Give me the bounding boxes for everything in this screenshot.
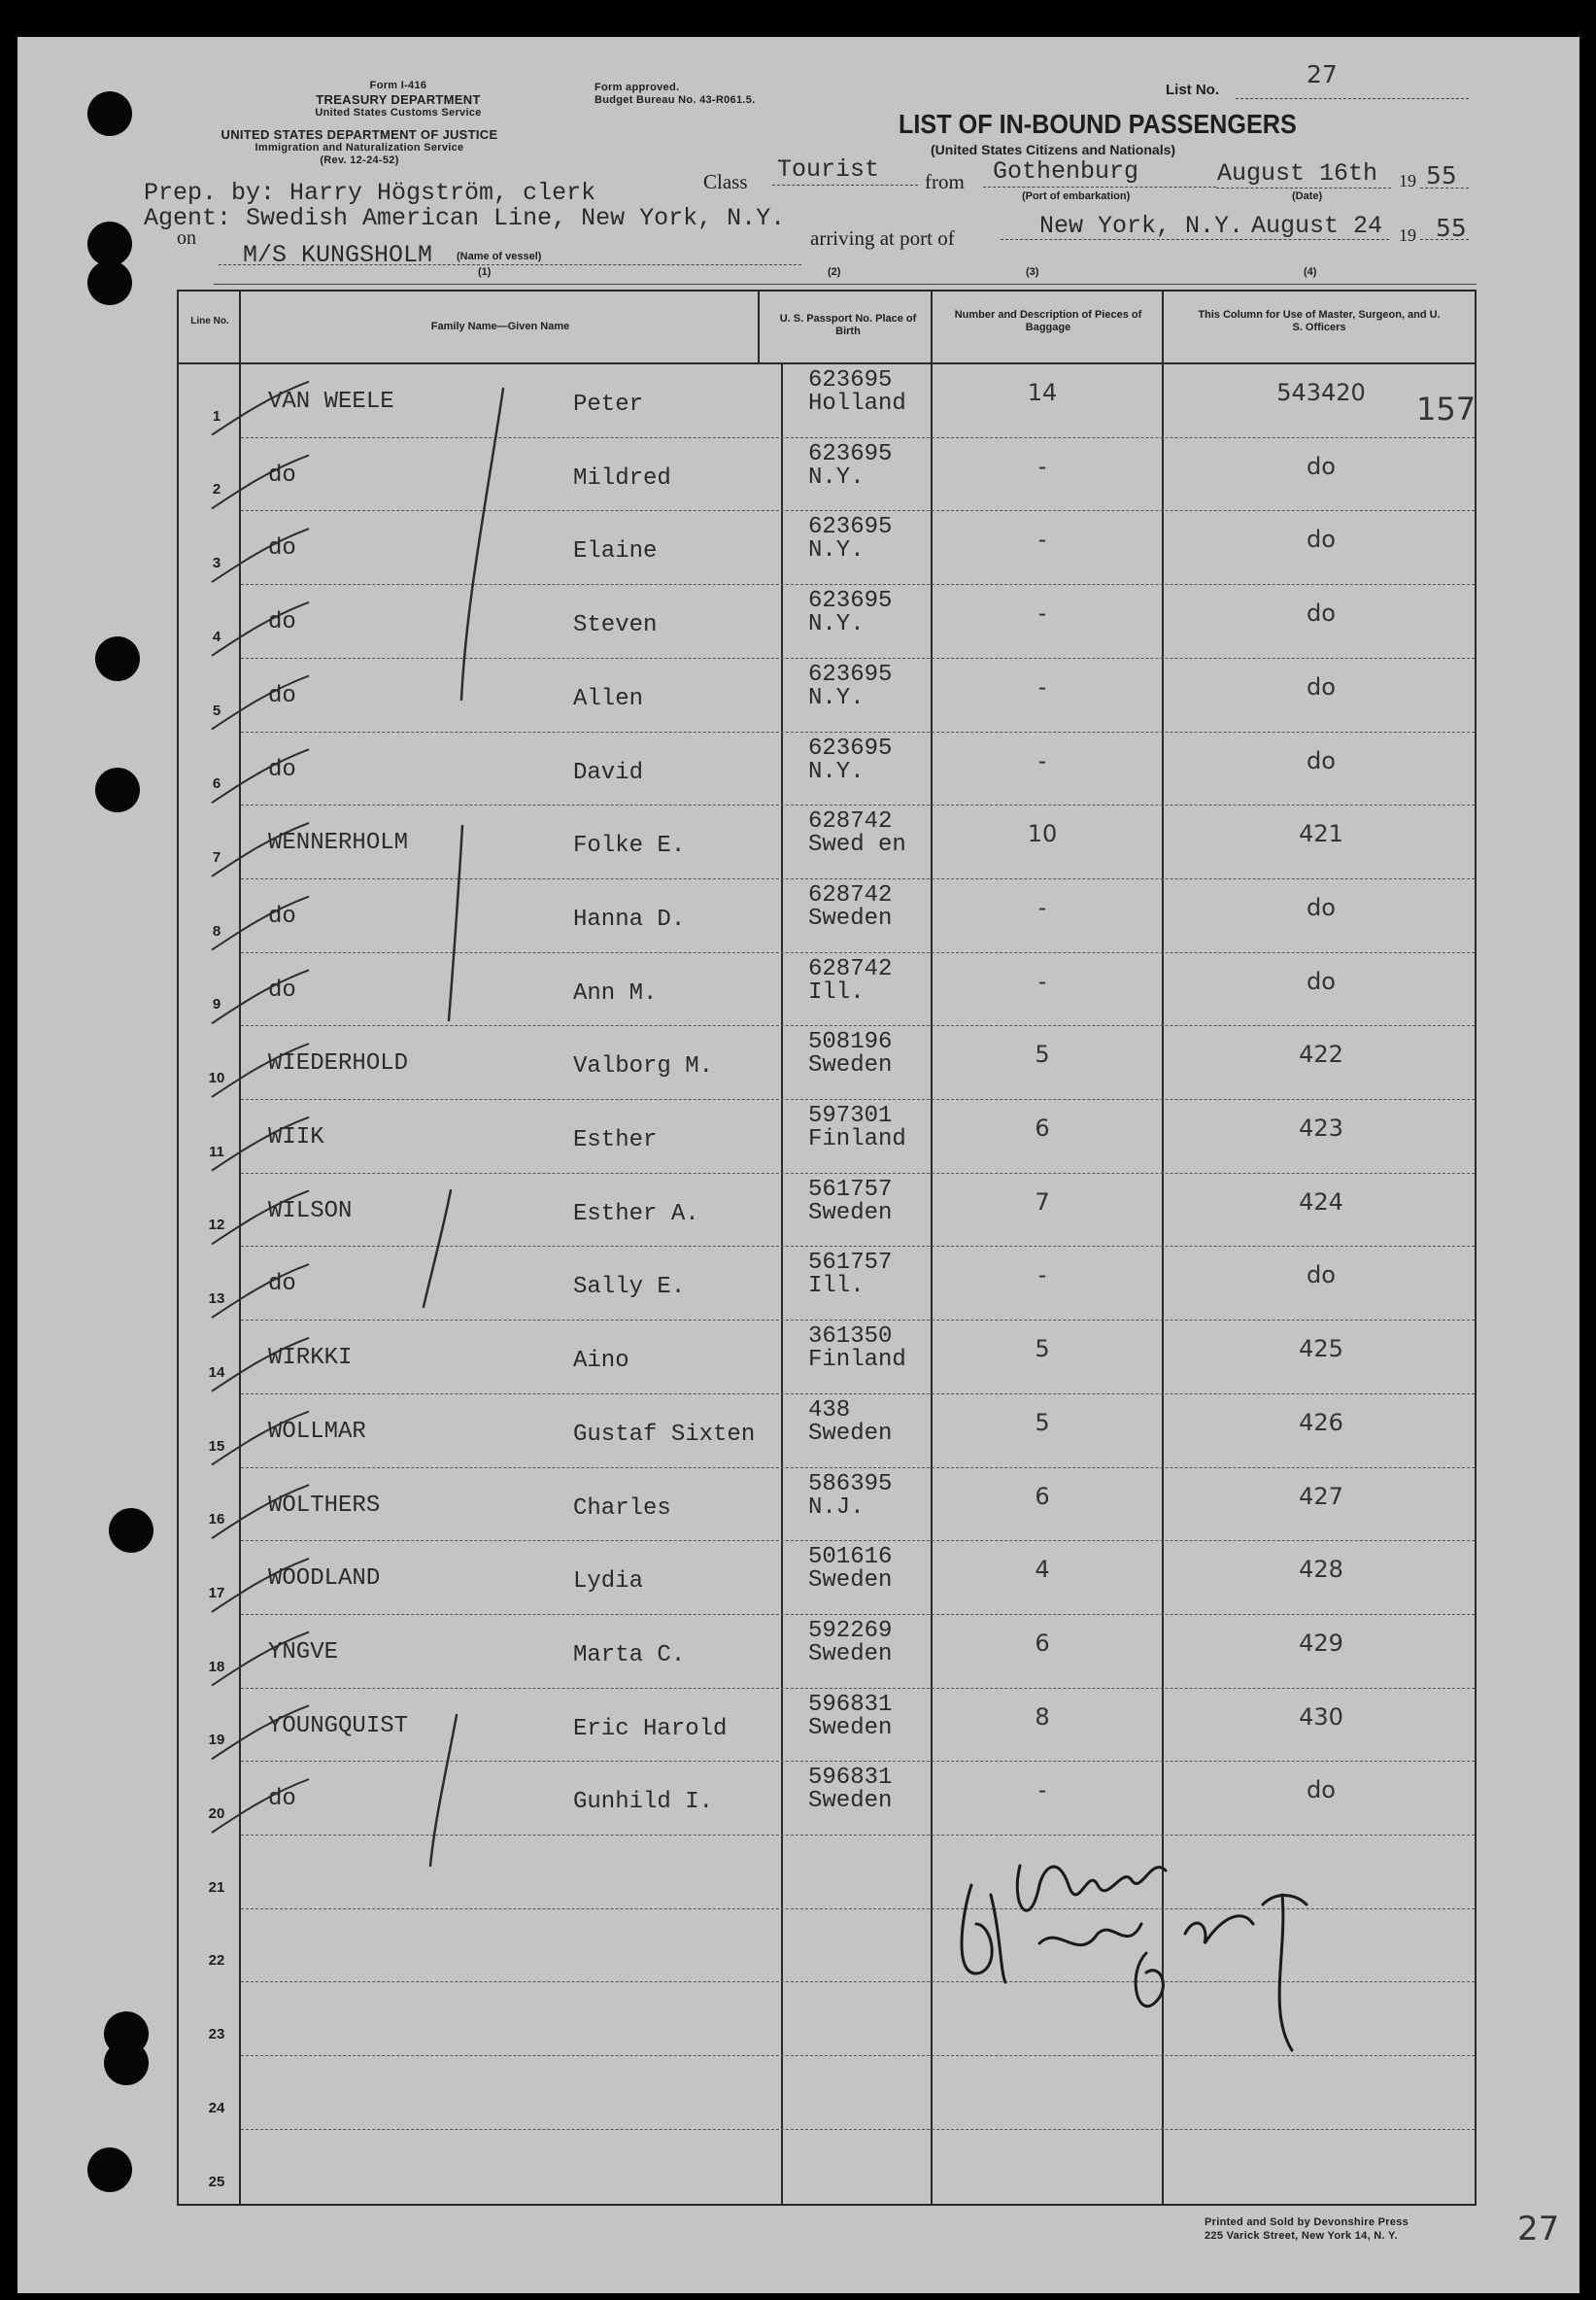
customs-service: United States Customs Service [315,107,482,119]
given-name: Valborg M. [573,1053,714,1081]
row-divider [241,732,1475,733]
passport-number: 561757 [808,1250,893,1277]
line-number: 1 [212,407,221,425]
justice-dept: UNITED STATES DEPARTMENT OF JUSTICE [221,127,498,142]
given-name: Esther A. [573,1200,699,1227]
officer-note: do [1307,672,1336,701]
officer-note: do [1307,746,1336,774]
family-name: do [268,1786,296,1813]
passport-number: 508196 [808,1029,893,1056]
class-label: Class [703,170,748,193]
row-divider [241,1320,1475,1321]
passport-number: 628742 [808,881,893,909]
officer-note: do [1307,967,1336,995]
place-of-birth: Ill. [808,978,865,1006]
place-of-birth: Sweden [808,1640,893,1667]
line-number: 7 [212,848,221,866]
form-id: Form I-416 [369,80,427,91]
col-header-line: Line No. [190,316,229,326]
officer-note: 423 [1299,1115,1343,1142]
date-caption: (Date) [1292,190,1323,202]
arrival-year: 55 [1436,214,1467,242]
row-divider [241,878,1475,879]
printer-line-2: 225 Varick Street, New York 14, N. Y. [1205,2230,1398,2242]
baggage-count: 14 [1027,379,1058,406]
officer-note: 427 [1299,1482,1343,1510]
line-number: 16 [208,1511,225,1528]
given-name: Lydia [573,1568,644,1596]
passport-number: 501616 [808,1544,893,1571]
family-name: YOUNGQUIST [268,1712,409,1739]
line-number: 11 [209,1143,224,1160]
approved-text: Form approved. [594,82,680,93]
from-label: from [925,170,965,193]
officer-note: do [1307,452,1336,480]
corner-mark: 27 [1517,2210,1560,2249]
row-divider [241,437,1475,438]
passport-number: 623695 [808,514,893,541]
baggage-count: - [1037,1776,1047,1804]
place-of-birth: Finland [808,1126,906,1152]
line-number: 22 [208,1952,225,1970]
class-value: Tourist [777,155,880,184]
line-number: 14 [208,1363,225,1381]
revision: (Rev. 12-24-52) [320,154,399,166]
baggage-count: - [1037,600,1047,628]
baggage-count: 5 [1035,1408,1050,1436]
punch-hole [109,1508,153,1553]
list-no-value: 27 [1307,60,1338,88]
baggage-count: 5 [1035,1041,1050,1069]
officer-note: do [1307,1776,1336,1804]
punch-hole [87,2147,132,2192]
row-divider [241,2129,1475,2130]
arriving-label: arriving at port of [810,226,955,250]
passport-number: 623695 [808,440,893,467]
place-of-birth: Ill. [808,1273,865,1300]
family-name: WOLTHERS [268,1492,381,1519]
passport-number: 628742 [808,808,893,836]
row-divider [241,805,1475,806]
ins-service: Immigration and Naturalization Service [255,142,464,154]
place-of-birth: Holland [808,391,906,417]
col-caption-3: (3) [1026,266,1039,278]
row-divider [241,1099,1475,1100]
baggage-count: 6 [1035,1482,1050,1510]
on-label: on [177,227,196,249]
place-of-birth: Sweden [808,905,893,932]
passport-number: 592269 [808,1617,893,1644]
given-name: Elaine [573,538,658,566]
punch-hole [87,260,132,305]
place-of-birth: Sweden [808,1052,893,1080]
family-name: do [268,609,296,636]
arrival-date: August 24 [1251,212,1383,240]
line-number: 13 [208,1290,225,1308]
officer-note: do [1307,1261,1336,1289]
family-name: WIRKKI [268,1345,353,1372]
baggage-count: - [1037,672,1047,701]
line-number: 21 [208,1878,225,1896]
place-of-birth: Finland [808,1347,906,1374]
officer-note: 421 [1299,820,1343,848]
passport-number: 628742 [808,955,893,982]
line-number: 25 [208,2173,225,2190]
prepared-by: Prep. by: Harry Högström, clerk [144,179,596,207]
baggage-count: 8 [1035,1702,1050,1731]
line-number: 12 [208,1217,225,1234]
place-of-birth: N.Y. [808,463,865,491]
port-embark-caption: (Port of embarkation) [1022,190,1131,202]
place-of-birth: N.Y. [808,537,865,565]
line-number: 24 [208,2099,225,2116]
passport-number: 623695 [808,367,893,394]
given-name: Mildred [573,464,671,492]
family-name: do [268,977,296,1004]
vessel-caption: (Name of vessel) [457,251,542,262]
punch-hole [104,2041,149,2085]
family-name: WOODLAND [268,1565,381,1593]
punch-hole [87,91,132,136]
departure-date: August 16th [1217,159,1378,188]
line-number: 17 [208,1584,225,1601]
row-divider [241,1614,1475,1615]
officer-note: 422 [1299,1041,1343,1069]
officer-note: 424 [1299,1187,1343,1216]
family-name: do [268,1271,296,1298]
given-name: Gunhild I. [573,1789,714,1816]
col-caption-4: (4) [1304,266,1317,278]
passport-number: 596831 [808,1691,893,1718]
place-of-birth: N.Y. [808,684,865,711]
passport-number: 623695 [808,735,893,762]
century-19: 19 [1399,171,1416,190]
line-number: 4 [212,628,221,645]
form-sheet [17,37,1579,2293]
row-divider [241,1173,1475,1174]
col-caption-2: (2) [828,266,841,278]
baggage-count: 6 [1035,1115,1050,1142]
place-of-birth: Swed en [808,832,906,859]
line-number: 8 [212,922,221,940]
place-of-birth: N.Y. [808,611,865,638]
family-name: WIIK [268,1124,324,1150]
given-name: Ann M. [573,979,658,1007]
row-divider [241,952,1475,953]
officer-note: 425 [1299,1335,1343,1363]
arrival-port: New York, N.Y. [1039,212,1244,240]
place-of-birth: Sweden [808,1420,893,1447]
line-number: 5 [212,702,221,719]
family-name: WOLLMAR [268,1418,366,1445]
vessel-name: M/S KUNGSHOLM [243,241,433,269]
baggage-count: 4 [1035,1556,1050,1584]
officer-signature [933,1827,1341,2079]
place-of-birth: Sweden [808,1199,893,1226]
baggage-count: - [1037,1261,1047,1289]
baggage-count: - [1037,967,1047,995]
given-name: Peter [573,392,644,418]
place-of-birth: Sweden [808,1788,893,1815]
form-title: LIST OF IN-BOUND PASSENGERS [899,109,1297,139]
family-name: do [268,682,296,709]
given-name: Eric Harold [573,1715,728,1742]
officer-note: do [1307,600,1336,628]
place-of-birth: N.J. [808,1493,865,1521]
line-number: 10 [208,1070,225,1086]
given-name: Hanna D. [573,906,686,933]
list-no-label: List No. [1166,82,1219,98]
treasury-dept: TREASURY DEPARTMENT [316,92,481,107]
officer-note: do [1307,526,1336,554]
passport-number: 561757 [808,1176,893,1203]
col-header-passport: U. S. Passport No. Place of Birth [779,313,917,337]
family-name: do [268,535,296,563]
family-name: VAN WEELE [268,389,394,415]
given-name: Gustaf Sixten [573,1421,756,1448]
punch-hole [95,768,140,812]
officer-note: 429 [1299,1629,1343,1657]
row-divider [241,658,1475,659]
family-name: YNGVE [268,1638,339,1665]
from-value: Gothenburg [993,157,1139,186]
given-name: Sally E. [573,1274,686,1301]
row-divider [241,510,1475,511]
row-divider [241,1246,1475,1247]
passport-number: 597301 [808,1103,893,1129]
line-number: 20 [208,1805,225,1822]
given-name: David [573,759,644,786]
line-number: 6 [212,775,221,793]
officer-note: 428 [1299,1556,1343,1584]
col-caption-1: (1) [478,266,492,278]
family-name: WENNERHOLM [268,830,409,857]
punch-hole [95,636,140,681]
line-number: 15 [208,1437,225,1455]
departure-year: 55 [1426,161,1457,189]
family-name: do [268,756,296,783]
place-of-birth: Sweden [808,1714,893,1741]
row-divider [241,584,1475,585]
line-number: 2 [212,481,221,498]
baggage-count: - [1037,452,1047,480]
passport-number: 438 [808,1396,851,1424]
printer-line-1: Printed and Sold by Devonshire Press [1205,2216,1409,2228]
officer-note: 430 [1299,1702,1343,1731]
budget-number: Budget Bureau No. 43-R061.5. [594,94,756,106]
officer-note: 426 [1299,1408,1343,1436]
family-name: WIEDERHOLD [268,1050,409,1078]
passport-number: 623695 [808,661,893,688]
page-mark: 157 [1416,391,1477,428]
given-name: Allen [573,685,644,712]
passport-number: 596831 [808,1765,893,1792]
given-name: Charles [573,1494,671,1522]
passport-number: 586395 [808,1470,893,1497]
row-divider [241,1467,1475,1468]
row-divider [241,1393,1475,1394]
col-header-officers: This Column for Use of Master, Surgeon, and U. S. Officers [1198,309,1441,333]
line-number: 23 [208,2026,225,2043]
given-name: Esther [573,1127,658,1153]
agent: Agent: Swedish American Line, New York, N.Y. [144,204,786,232]
officer-note: 543420 [1276,379,1366,406]
row-divider [241,1688,1475,1689]
baggage-count: 5 [1035,1335,1050,1363]
col-header-baggage: Number and Description of Pieces of Baggage [954,309,1142,333]
family-name: WILSON [268,1197,353,1224]
baggage-count: 7 [1035,1187,1050,1216]
line-number: 9 [212,996,221,1013]
line-number: 18 [208,1658,225,1675]
given-name: Marta C. [573,1641,686,1668]
place-of-birth: Sweden [808,1567,893,1595]
baggage-count: - [1037,526,1047,554]
form-subtitle: (United States Citizens and Nationals) [931,142,1176,157]
passport-number: 361350 [808,1323,893,1351]
family-name: do [268,462,296,489]
place-of-birth: N.Y. [808,758,865,785]
line-number: 19 [208,1732,225,1749]
row-divider [241,1761,1475,1762]
row-divider [241,1540,1475,1541]
passport-number: 623695 [808,588,893,615]
baggage-count: 10 [1027,820,1058,848]
century-19b: 19 [1399,225,1416,245]
row-divider [241,1025,1475,1026]
given-name: Steven [573,612,658,639]
officer-note: do [1307,893,1336,921]
family-name: do [268,903,296,930]
given-name: Aino [573,1348,629,1375]
baggage-count: 6 [1035,1629,1050,1657]
line-number: 3 [212,555,221,572]
given-name: Folke E. [573,833,686,860]
baggage-count: - [1037,746,1047,774]
col-header-name: Family Name—Given Name [430,321,570,332]
baggage-count: - [1037,893,1047,921]
